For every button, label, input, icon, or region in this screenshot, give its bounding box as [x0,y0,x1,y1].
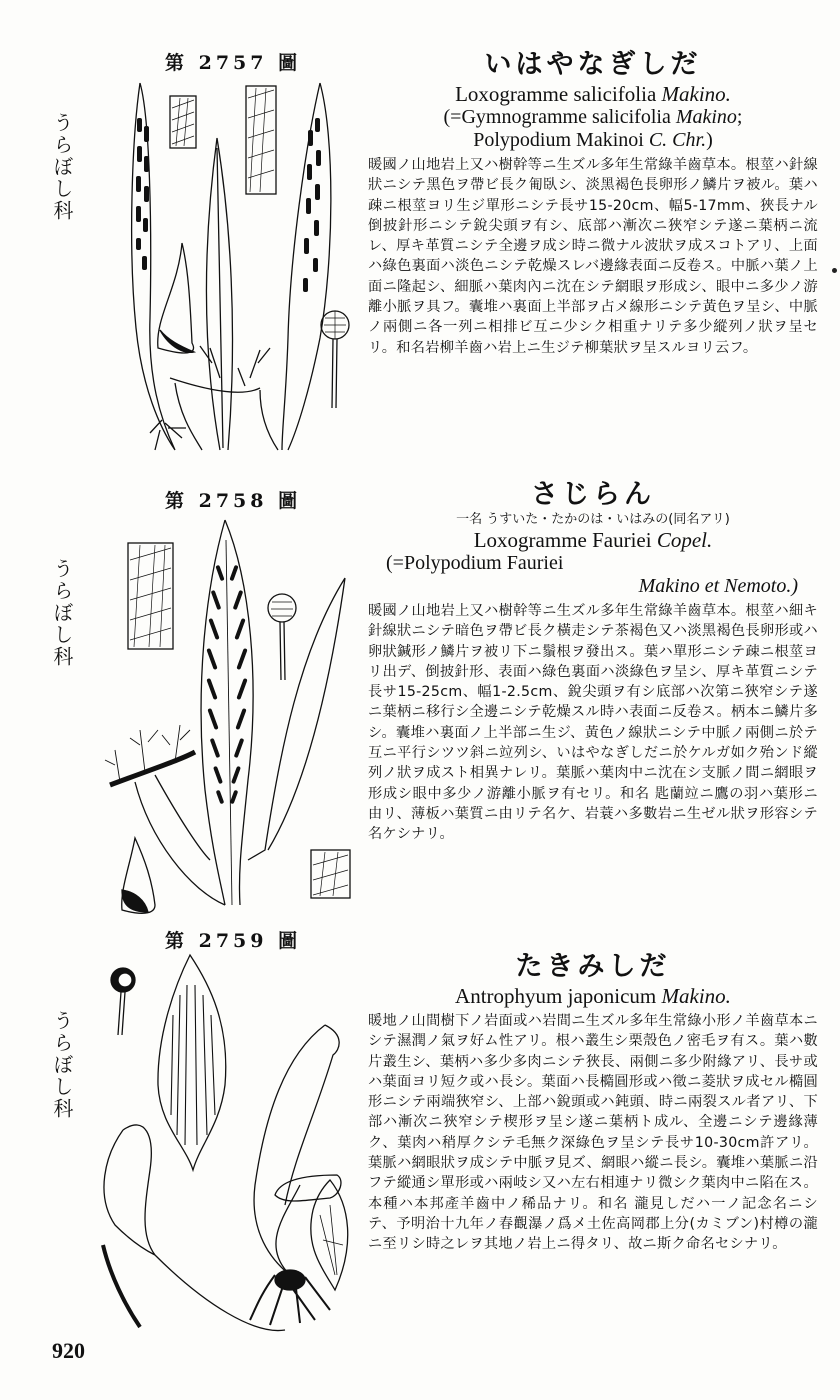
synonym-authority: C. Chr. [648,129,707,151]
synonym-text: (=Gymnogramme salicifolia [443,106,676,128]
entry-sajiran [368,478,818,845]
scientific-name-text: Loxogramme Fauriei [473,528,652,552]
synonym-authority: Makino [675,106,737,128]
description: 暖國ノ山地岩上又ハ樹幹等ニ生ズル多年生常綠羊齒草本。根莖ハ細キ針線狀ニシテ暗色ヲ帶ビ長ク橫走シテ茶褐色又ハ淡黑褐色長卵形或ハ卵狀鍼形ノ鱗片ヲ被リ下ニ鬚根ヲ發出ス。葉ハ單形ニシテ疎ニ根莖ヨリ出デ、倒披針形、表面ハ綠色裏面ハ淡綠色ヲ呈シ、厚キ革質ニシテ長サ15-25cm、幅1-2.5cm、銳尖頭ヲ有シ底部ハ次第ニ狹窄シテ遂ニ葉柄ニ移行シ全邊ニシテ乾燥スル時ハ表面ニ反卷ス。柄本ニ鱗片多シ。囊堆ハ裏面ノ上半部ニ生ジ、黃色ノ線狀ニシテ中脈ノ兩側ニ於テ互ニ平行シツツ斜ニ竝列シ、いはやなぎしだニ於ケルガ如ク殆ンド縱列ノ狀ヲ成スト相異ナレリ。葉脈ハ葉肉中ニ沈在シ支脈ノ間ニ網眼ヲ形成シ眼中多少ノ游離小脈ヲ有セリ。和名 匙蘭竝ニ鷹の羽ハ葉形ニ由リ、薄板ハ葉質ニ由リテ名ケ、岩蓑ハ多數岩ニ生ゼル狀ヲ形容シテ名ケシナリ。 [368,603,819,843]
authority: Copel. [656,528,713,552]
synonym-punct: ) [706,129,713,151]
japanese-name: たきみしだ [515,951,671,982]
figure-label-2758: 第 2758 圖 [165,490,302,512]
illustration-loxogramme-fauriei [100,520,360,920]
family-label: うらぼし科 [50,112,74,222]
synonym-1: (=Polypodium Fauriei [386,552,564,574]
synonym-2: Makino et Nemoto.) [638,575,798,597]
print-speck [832,268,837,273]
alternate-names: 一名 うすいた・たかのは・いはみの(同名アリ) [456,512,730,527]
japanese-name: いはやなぎしだ [484,49,702,80]
entry-takimishida [368,950,818,1255]
authority: Makino. [661,984,731,1008]
entry-iwayanagishida [368,48,818,358]
scientific-name [368,984,818,1008]
illustration-loxogramme-salicifolia [120,78,360,458]
figure-label-2757: 第 2757 圖 [165,52,302,74]
description: 暖國ノ山地岩上又ハ樹幹等ニ生ズル多年生常綠羊齒草本。根莖ハ針線狀ニシテ黑色ヲ帶ビ長ク匍臥シ、淡黑褐色長卵形ノ鱗片ヲ被ル。葉ハ疎ニ根莖ヨリ生ジ單形ニシテ長サ15-20cm、幅5-17mm、狹長ナル倒披針形ニシテ銳尖頭ヲ有シ、底部ハ漸次ニ狹窄シテ遂ニ葉柄ニ流レ、厚キ革質ニシテ全邊ヲ成シ時ニ微ナル波狀ヲ成スコトアリ、上面ハ綠色裏面ハ淡色ニシテ乾燥スレバ邊緣表面ニ反卷ス。中脈ハ葉ノ上面ニ隆起シ、細脈ハ葉肉內ニ沈在シテ網眼ヲ形成シ、眼中ニ多少ノ游離小脈ヲ具フ。囊堆ハ裏面上半部ヲ占メ線形ニシテ黃色ヲ呈シ、中脈ノ兩側ニ各一列ニ相排ビ互ニ少シク相重ナリテ多少縱列ノ狀ヲ呈セリ。和名岩柳羊齒ハ岩上ニ生ジテ柳葉狀ヲ呈スルヨリ云フ。 [368,157,818,356]
japanese-name: さじらん [531,479,655,510]
synonym-punct: ; [736,106,743,128]
synonym-1 [368,106,818,129]
description: 暖地ノ山間樹下ノ岩面或ハ岩間ニ生ズル多年生常綠小形ノ羊齒草本ニシテ濕潤ノ氣ヲ好ム性アリ。根ハ叢生シ栗殼色ノ密毛ヲ有ス。葉ハ數片叢生シ、葉柄ハ多少多肉ニシテ狹長、兩側ニ多少附緣アリ、長サ或ハ葉面ヨリ短ク或ハ長シ。葉面ハ長橢圓形或ハ徵ニ菱狀ヲ成セル橢圓形ニシテ兩端狹窄シ、上部ハ銳頭或ハ鈍頭、時ニ兩裂スル者アリ、下部ハ漸次ニ狹窄シテ楔形ヲ呈シ遂ニ葉柄ト成ル、全邊ニシテ邊緣薄ク、葉肉ハ稍厚クシテ毛無ク深綠色ヲ呈シテ長サ10-30cm許アリ。葉脈ハ網眼狀ヲ成シテ中脈ヲ見ズ、網眼ハ縱ニ長シ。囊堆ハ葉脈ニ沿フテ縱通シ單形或ハ兩岐シ又ハ左右相連ナリ微シク葉肉中ニ陷在ス。本種ハ本邦產羊齒中ノ稀品ナリ。和名 瀧見しだハ一ノ記念名ニシテ、予明治十九年ノ春觀瀑ノ爲メ土佐高岡郡上分(カミブン)村樽の瀧ニ至リシ時之レヲ其地ノ岩上ニ得タリ、故ニ斯ク命名セシナリ。 [368,1013,818,1253]
scientific-name-text: Loxogramme salicifolia [455,82,657,106]
synonym-2 [368,129,818,152]
scientific-name [368,82,818,106]
family-label: うらぼし科 [50,558,74,668]
figure-label-2759: 第 2759 圖 [165,930,302,952]
page-number: 920 [52,1338,85,1363]
family-label: うらぼし科 [50,1010,74,1120]
scientific-name [368,528,818,552]
synonym-text: Polypodium Makinoi [473,129,649,151]
scientific-name-text: Antrophyum japonicum [455,984,657,1008]
illustration-antrophyum-japonicum [85,955,360,1325]
authority: Makino. [661,82,731,106]
